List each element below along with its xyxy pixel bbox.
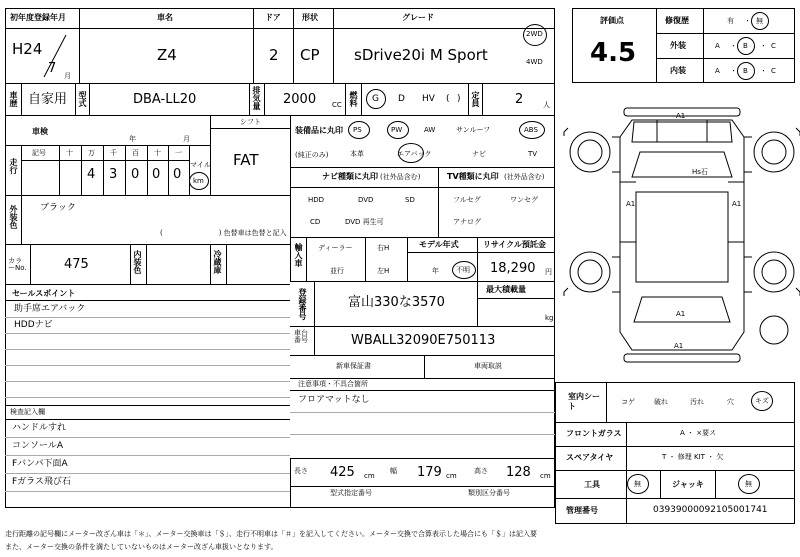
grade-value: sDrive20i M Sport [354, 46, 488, 64]
color-code-header: カラーNo. [8, 257, 27, 272]
recycle-value: 18,290 [490, 261, 536, 276]
person-unit: 人 [543, 101, 550, 109]
footer-note-2: また、メーター交換の条件を満たしていないものはメーター改ざん車扱いとなります。 [5, 543, 278, 551]
manual-header: 車両取説 [474, 362, 502, 370]
car-name-value: Z4 [157, 46, 177, 64]
drive-2wd: 2WD [526, 30, 543, 38]
interior-a: A [715, 67, 720, 75]
tv-oneseg: ワンセグ [510, 196, 538, 204]
class-no-header: 類別区分番号 [468, 489, 510, 497]
height-value: 128 [506, 465, 531, 480]
repair-none: 無 [756, 17, 763, 25]
seat-hole: 穴 [727, 398, 734, 406]
windshield-value: A ・ ×要ス [680, 429, 717, 437]
equip-sunroof: サンルーフ [456, 126, 491, 134]
mileage-label-ju: 十 [154, 149, 161, 157]
reg-era: H24 [12, 40, 43, 58]
tv-type-header: TV種類に丸印 [447, 172, 499, 181]
equip-ps: PS [353, 126, 362, 134]
fuel-hv: HV [422, 94, 435, 104]
equip-pw: PW [391, 126, 403, 134]
jack-header: ジャッキ [672, 480, 704, 489]
navi-hdd: HDD [308, 196, 325, 204]
year-unit: 年 [129, 135, 136, 143]
fuel-header: 燃料 [349, 91, 358, 107]
notes-header: 注意事項・不具合箇所 [298, 380, 368, 388]
km-unit: km [193, 177, 204, 185]
width-cm: cm [446, 472, 457, 480]
exterior-dot1: ・ [730, 42, 737, 50]
mileage-label-hyaku: 百 [132, 149, 139, 157]
mgmt-no-header: 管理番号 [566, 506, 598, 515]
model-value: DBA-LL20 [133, 92, 197, 107]
mileage-label-10man: 十 [66, 149, 73, 157]
inspection-note-1: ハンドルすれ [12, 423, 67, 433]
sales-point-header: セールスポイント [12, 289, 76, 298]
doors-value: 2 [269, 46, 279, 64]
width-header: 幅 [390, 467, 397, 475]
equip-airbag: エアバック [397, 150, 432, 158]
spare-tire-header: スペアタイヤ [566, 453, 614, 462]
eval-header: 評価点 [600, 16, 624, 25]
color-change-note: ( ) 色替車は色替と記入 [160, 229, 287, 237]
capacity-header: 定員 [471, 91, 480, 107]
import-header: 輸入車 [294, 243, 303, 267]
left-h-option: 左H [377, 267, 390, 275]
month-unit-2: 月 [183, 135, 190, 143]
seat-dirt: 汚れ [690, 398, 704, 406]
exterior-c: C [771, 42, 776, 50]
reg-month: 7 [48, 61, 57, 76]
navi-type-sub: (社外品含む) [380, 173, 421, 181]
model-header: 型式 [78, 91, 87, 107]
sales-point-2: HDDナビ [14, 320, 53, 330]
color-value: ブラック [40, 203, 76, 213]
mileage-digit-1: 4 [87, 167, 96, 182]
diagram-a1-top: A1 [676, 112, 686, 120]
length-cm: cm [364, 472, 375, 480]
navi-dvd: DVD [358, 196, 374, 204]
cc-unit: CC [332, 101, 342, 109]
inspection-note-4: Fガラス飛び石 [12, 477, 71, 487]
interior-header: 内装 [670, 66, 686, 75]
new-warranty-header: 新車保証書 [336, 362, 371, 370]
tv-type-sub: (社外品含む) [504, 173, 545, 181]
equip-leather: 本革 [350, 150, 364, 158]
unknown-value: 不明 [456, 266, 470, 274]
car-damage-diagram [562, 92, 800, 382]
model-year-header: モデル年式 [419, 240, 459, 249]
model-year-unit: 年 [432, 267, 439, 275]
interior-seat-header: 室内シート [568, 392, 600, 412]
tools-header: 工具 [584, 480, 600, 489]
tv-analog: アナログ [453, 218, 481, 226]
fuel-paren-close: ) [457, 94, 461, 104]
parallel-option: 並行 [330, 267, 344, 275]
diagram-hs: Hs石 [692, 168, 708, 176]
sales-point-1: 助手席エアバック [14, 304, 86, 314]
navi-sd: SD [405, 196, 415, 204]
score-value: 4.5 [590, 38, 637, 68]
diagram-a1-right2: A1 [674, 342, 684, 350]
type-designation-header: 型式指定番号 [330, 489, 372, 497]
exterior-b: B [743, 42, 748, 50]
interior-c: C [771, 67, 776, 75]
spare-tire-value: T ・ 修理 KIT ・ 欠 [662, 453, 724, 461]
exterior-header: 外装 [670, 41, 686, 50]
reg-no-value: 富山330な3570 [348, 295, 445, 310]
repair-dot: ・ [744, 17, 751, 25]
grade-header: グレード [402, 13, 434, 22]
notes-value: フロアマットなし [298, 395, 370, 405]
length-value: 425 [330, 465, 355, 480]
kg-unit: kg [545, 314, 554, 322]
seat-tear: 破れ [654, 398, 668, 406]
chassis-header: 車台番号 [294, 329, 308, 344]
inspection-notes-header: 検査記入欄 [10, 408, 45, 416]
car-name-header: 車名 [157, 13, 173, 22]
recycle-header: リサイクル預託金 [483, 240, 546, 249]
mileage-digit-2: 3 [109, 167, 118, 182]
shift-value: FAT [233, 151, 259, 169]
fuel-g: G [372, 94, 379, 104]
footer-note-1: 走行距離の記号欄にメーター改ざん車は「＊」、メーター交換車は「＄」、走行不明車は「＃」を記入してください。メーター交換で合算表示した場合にも「＄」は記入要 [5, 530, 537, 538]
mileage-label-symbol: 記号 [32, 149, 46, 157]
mileage-digit-3: 0 [131, 167, 140, 182]
length-header: 長さ [294, 467, 308, 475]
navi-cd: CD [310, 218, 321, 226]
inspection-note-3: Fバンパ下面A [12, 459, 68, 469]
tools-none: 無 [634, 480, 641, 488]
navi-dvd-play: DVD 再生可 [345, 218, 384, 226]
color-header: 外装色 [9, 205, 18, 229]
mileage-label-man: 万 [88, 149, 95, 157]
jack-none: 無 [745, 480, 752, 488]
mileage-digit-5: 0 [173, 167, 182, 182]
drive-4wd: 4WD [526, 58, 543, 66]
tv-fullseg: フルセグ [453, 196, 481, 204]
mileage-header: 走行 [9, 158, 18, 174]
max-load-header: 最大積載量 [486, 285, 526, 294]
right-h-option: 右H [377, 244, 390, 252]
shape-header: 形状 [302, 13, 318, 22]
width-value: 179 [417, 465, 442, 480]
height-cm: cm [540, 472, 551, 480]
diagram-a1-right: A1 [732, 200, 742, 208]
interior-dot2: ・ [760, 67, 767, 75]
repair-header: 修復歴 [665, 16, 689, 25]
reg-no-header: 登録番号 [298, 288, 307, 320]
displacement-header: 排気量 [252, 86, 261, 110]
repair-yes: 有 [727, 17, 734, 25]
diagram-a1-left: A1 [626, 200, 636, 208]
equip-aw: AW [424, 126, 436, 134]
inspection-header: 車検 [32, 127, 48, 136]
first-reg-header: 初年度登録年月 [10, 13, 66, 22]
mileage-label-sen: 千 [110, 149, 117, 157]
equip-sub: (純正のみ) [295, 151, 329, 159]
exterior-a: A [715, 42, 720, 50]
fridge-header: 冷蔵庫 [213, 250, 222, 274]
capacity-value: 2 [515, 92, 524, 107]
shift-header: シフト [240, 118, 261, 126]
mileage-label-ichi: 一 [175, 149, 182, 157]
exterior-dot2: ・ [760, 42, 767, 50]
shape-value: CP [300, 46, 320, 64]
inspection-note-2: コンソールA [12, 441, 63, 451]
mileage-digit-4: 0 [152, 167, 161, 182]
month-unit: 月 [64, 72, 71, 80]
interior-dot1: ・ [730, 67, 737, 75]
displacement-value: 2000 [283, 92, 317, 107]
yen-unit: 円 [545, 268, 552, 276]
chassis-value: WBALL32090E750113 [351, 333, 496, 348]
door-header: ドア [265, 13, 281, 22]
usage-header: 車歴 [9, 91, 18, 107]
seat-burn: コゲ [621, 398, 635, 406]
diagram-a1-rear: A1 [676, 310, 686, 318]
equip-navi: ナビ [472, 150, 486, 158]
usage-value: 自家用 [28, 92, 68, 107]
dealer-option: ディーラー [318, 244, 353, 252]
navi-type-header: ナビ種類に丸印 [322, 172, 378, 181]
mile-unit: マイル [190, 161, 211, 169]
interior-b: B [743, 67, 748, 75]
fuel-d: D [398, 94, 405, 104]
seat-scratch: キズ [755, 397, 769, 405]
height-header: 高さ [474, 467, 488, 475]
equip-header: 装備品に丸印 [295, 126, 343, 135]
equip-abs: ABS [524, 126, 538, 134]
mgmt-no-value: 03939000092105001741 [653, 505, 768, 515]
windshield-header: フロントガラス [566, 429, 622, 438]
int-color-header: 内装色 [133, 250, 142, 274]
equip-tv: TV [528, 150, 538, 158]
fuel-paren-open: ( [446, 94, 450, 104]
color-code-value: 475 [64, 257, 89, 272]
